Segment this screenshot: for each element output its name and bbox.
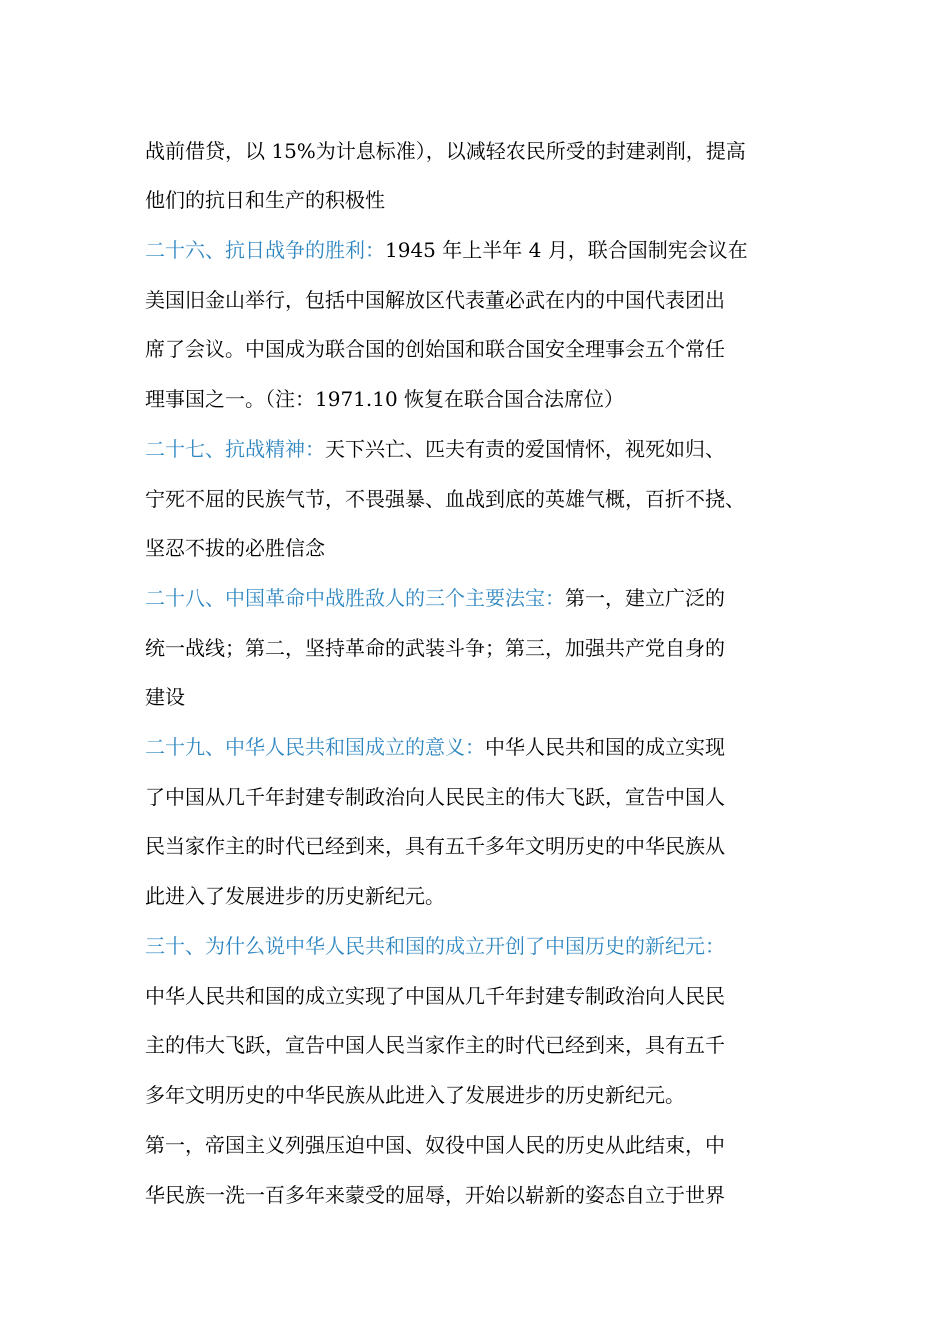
- text-line: [145, 180, 845, 220]
- line-text: 他们的抗日和生产的积极性: [145, 188, 385, 212]
- line-text: 第一，帝国主义列强压迫中国、奴役中国人民的历史从此结束，中: [145, 1133, 725, 1157]
- text-line: [145, 429, 845, 469]
- section-heading: 二十六、抗日战争的胜利：: [145, 238, 385, 262]
- line-text: 席了会议。中国成为联合国的创始国和联合国安全理事会五个常任: [145, 337, 725, 361]
- line-text: 天下兴亡、匹夫有责的爱国情怀，视死如归、: [325, 437, 725, 461]
- text-line: [145, 1175, 845, 1215]
- line-text: 主的伟大飞跃，宣告中国人民当家作主的时代已经到来，具有五千: [145, 1033, 725, 1057]
- line-text: 美国旧金山举行，包括中国解放区代表董必武在内的中国代表团出: [145, 288, 725, 312]
- line-text: 统一战线；第二，坚持革命的武装斗争；第三，加强共产党自身的: [145, 636, 725, 660]
- text-line: [145, 131, 845, 171]
- line-text: 建设: [145, 685, 185, 709]
- text-line: [145, 628, 845, 668]
- line-text: 此进入了发展进步的历史新纪元。: [145, 884, 445, 908]
- section-heading: 三十、为什么说中华人民共和国的成立开创了中国历史的新纪元：: [145, 934, 725, 958]
- text-line: [145, 578, 845, 618]
- line-text: 了中国从几千年封建专制政治向人民民主的伟大飞跃，宣告中国人: [145, 785, 725, 809]
- line-text: 多年文明历史的中华民族从此进入了发展进步的历史新纪元。: [145, 1083, 685, 1107]
- line-text: 1945 年上半年 4 月，联合国制宪会议在: [385, 238, 748, 262]
- text-line: [145, 1075, 845, 1115]
- line-text: 中华人民共和国的成立实现: [485, 735, 725, 759]
- line-text: 理事国之一。（注：1971.10 恢复在联合国合法席位）: [145, 387, 625, 411]
- section-heading: 二十八、中国革命中战胜敌人的三个主要法宝：: [145, 586, 565, 610]
- line-text: 中华人民共和国的成立实现了中国从几千年封建专制政治向人民民: [145, 984, 725, 1008]
- section-heading: 二十九、中华人民共和国成立的意义：: [145, 735, 485, 759]
- text-line: [145, 876, 845, 916]
- line-text: 第一，建立广泛的: [565, 586, 725, 610]
- text-line: [145, 379, 845, 419]
- text-line: [145, 1125, 845, 1165]
- text-line: [145, 727, 845, 767]
- text-line: [145, 479, 845, 519]
- line-text: 民当家作主的时代已经到来，具有五千多年文明历史的中华民族从: [145, 834, 725, 858]
- text-line: [145, 976, 845, 1016]
- line-text: 宁死不屈的民族气节，不畏强暴、血战到底的英雄气概，百折不挠、: [145, 487, 745, 511]
- section-heading: 二十七、抗战精神：: [145, 437, 325, 461]
- line-text: 坚忍不拔的必胜信念: [145, 536, 325, 560]
- line-text: 华民族一洗一百多年来蒙受的屈辱，开始以崭新的姿态自立于世界: [145, 1183, 725, 1207]
- text-line: [145, 926, 845, 966]
- text-line: [145, 777, 845, 817]
- text-line: [145, 280, 845, 320]
- line-text: 战前借贷，以 15%为计息标准），以减轻农民所受的封建剥削，提高: [145, 139, 746, 163]
- text-line: [145, 1025, 845, 1065]
- text-line: [145, 230, 845, 270]
- text-line: [145, 826, 845, 866]
- text-line: [145, 528, 845, 568]
- text-line: [145, 677, 845, 717]
- text-line: [145, 329, 845, 369]
